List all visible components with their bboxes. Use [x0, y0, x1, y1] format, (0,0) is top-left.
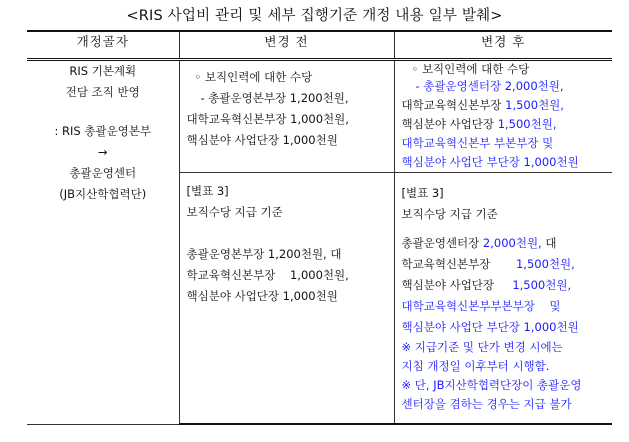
before-table-ref: [별표 3]	[186, 183, 229, 198]
after-text: 대학교육혁신본부장	[401, 97, 506, 112]
before-line: 총괄운영본부장 1,200천원, 대	[186, 246, 342, 261]
key-change-line: 총괄운영센터	[69, 165, 137, 180]
after-table-ref: [별표 3]	[401, 185, 444, 200]
after-note: ※ 지급기준 및 단가 변경 시에는	[401, 339, 563, 354]
after-text: 핵심분야 사업단장	[401, 277, 513, 292]
after-note: 센터장을 겸하는 경우는 지급 불가	[401, 396, 572, 411]
after-allowance-cell	[394, 59, 612, 172]
header-before: 변경 전	[179, 31, 394, 59]
before-standard-cell	[179, 172, 394, 424]
after-value-changed: 2,000천원,	[482, 235, 542, 250]
after-text: 핵심분야 사업단장	[401, 116, 498, 131]
after-line	[402, 275, 606, 296]
after-note: ※ 단, JB지산학협력단장이 총괄운영	[401, 377, 582, 392]
key-change-cell	[27, 59, 179, 424]
after-line-changed: 대학교육혁신본부 부본부장 및	[401, 135, 554, 150]
before-line: 핵심분야 사업단장 1,000천원	[186, 288, 338, 303]
before-heading: ◦ 보직인력에 대한 수당	[194, 69, 313, 84]
after-text: 학교육혁신본부장	[401, 256, 516, 271]
after-value-changed: 1,500천원,	[505, 97, 564, 112]
after-subtitle: 보직수당 지급 기준	[401, 206, 498, 221]
header-key-changes: 개정골자	[27, 31, 179, 59]
after-value-changed: 1,500천원,	[515, 256, 575, 271]
key-change-line: 전담 조직 반영	[65, 84, 140, 99]
after-value-changed: 1,500천원,	[512, 277, 572, 292]
before-line: - 총괄운영본부장 1,200천원,	[200, 90, 349, 105]
after-text: 대	[541, 235, 557, 250]
after-line-changed: - 총괄운영센터장 2,000천원,	[415, 78, 564, 93]
before-line: 핵심분야 사업단장 1,000천원	[186, 132, 338, 147]
after-line-changed: 대학교육혁신본부부본부장 및	[401, 298, 561, 313]
arrow-icon: →	[97, 144, 108, 159]
before-subtitle: 보직수당 지급 기준	[186, 204, 283, 219]
after-value-changed: 1,500천원,	[497, 116, 557, 131]
after-line-changed: 핵심분야 사업단 부단장 1,000천원	[401, 319, 579, 334]
after-text: 총괄운영센터장	[401, 235, 483, 250]
revision-table	[27, 30, 612, 425]
before-allowance-cell	[179, 59, 394, 172]
header-after: 변경 후	[394, 31, 612, 59]
after-line-changed: 핵심분야 사업단 부단장 1,000천원	[401, 154, 579, 169]
table-row	[27, 59, 612, 172]
after-standard-cell	[394, 172, 612, 424]
after-line	[402, 96, 606, 115]
after-line	[402, 115, 606, 134]
before-line: 학교육혁신본부장 1,000천원,	[186, 267, 349, 282]
key-change-line: : RIS 총괄운영본부	[54, 123, 152, 138]
before-line: 대학교육혁신본부장 1,000천원,	[186, 111, 349, 126]
key-change-line: (JB지산학협력단)	[59, 186, 147, 201]
after-heading: ◦ 보직인력에 대한 수당	[411, 61, 530, 76]
document-title: <RIS 사업비 관리 및 세부 집행기준 개정 내용 일부 발췌>	[126, 8, 503, 24]
table-header-row	[27, 31, 612, 59]
key-change-line: RIS 기본계획	[69, 63, 137, 78]
after-line	[402, 254, 606, 275]
after-note: 지침 개정일 이후부터 시행함.	[401, 358, 550, 373]
after-line	[402, 233, 606, 254]
